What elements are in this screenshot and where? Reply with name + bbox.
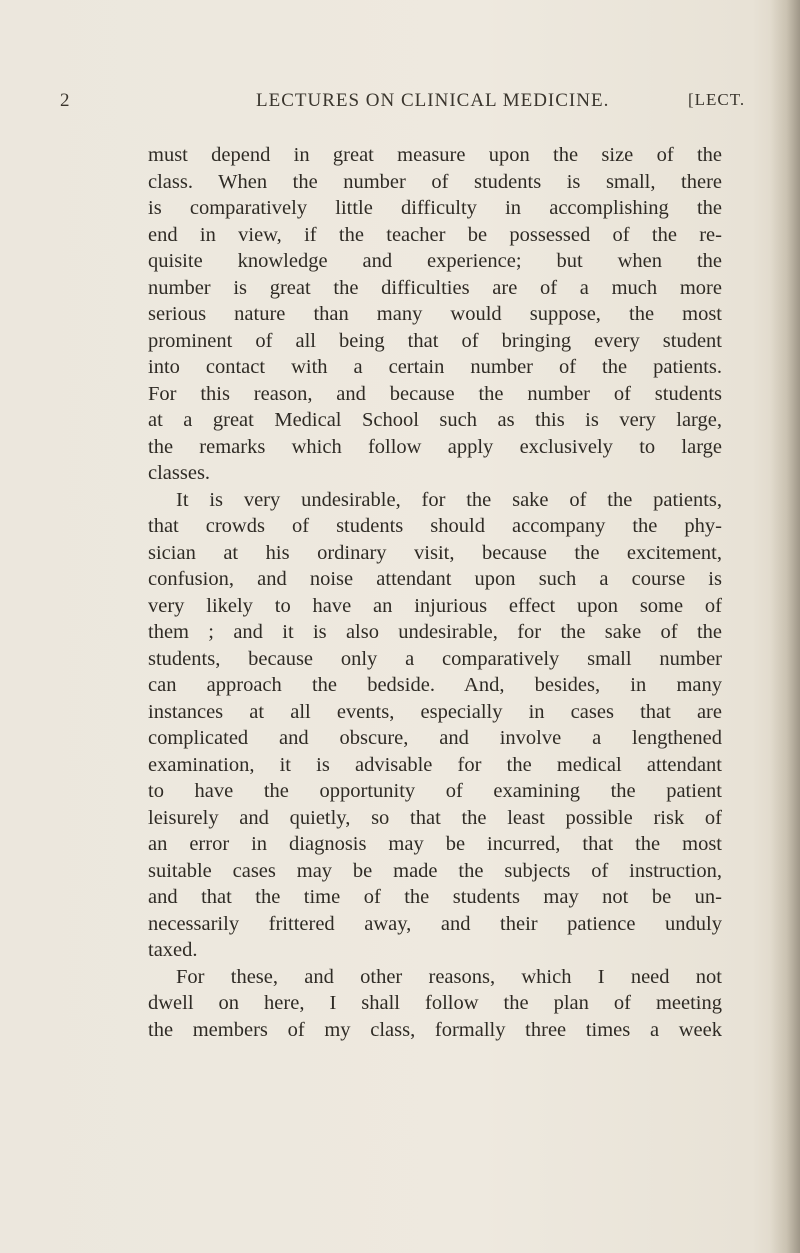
text-line: an error in diagnosis may be incurred, that the most <box>148 833 722 855</box>
text-line: complicated and obscure, and involve a lengthened <box>148 727 722 749</box>
text-line: the members of my class, formally three times a week <box>148 1018 722 1041</box>
text-line: at a great Medical School such as this is very large, <box>148 409 722 431</box>
text-line: taxed. <box>148 939 198 961</box>
text-line: It is very undesirable, for the sake of the patients, <box>176 488 722 511</box>
text-line: the remarks which follow apply exclusively to large <box>148 435 722 458</box>
text-line: For these, and other reasons, which I need not <box>176 965 722 988</box>
text-line: leisurely and quietly, so that the least possible risk of <box>148 806 722 829</box>
text-line: and that the time of the students may not be un- <box>148 886 722 908</box>
body-text <box>148 142 722 1043</box>
text-line: can approach the bedside. And, besides, in many <box>148 674 722 696</box>
section-mark: [LECT. <box>688 90 746 109</box>
text-line: into contact with a certain number of the patients. <box>148 356 722 378</box>
running-header <box>60 90 746 120</box>
text-line: to have the opportunity of examining the patient <box>148 780 722 802</box>
text-line: instances at all events, especially in cases that are <box>148 700 722 723</box>
page-number: 2 <box>60 90 71 111</box>
text-line: classes. <box>148 462 211 484</box>
text-line: serious nature than many would suppose, the most <box>148 303 722 325</box>
text-line: prominent of all being that of bringing every student <box>148 329 722 352</box>
text-line: For this reason, and because the number of students <box>148 382 722 405</box>
text-line: confusion, and noise attendant upon such a course is <box>148 568 722 590</box>
text-line: end in view, if the teacher be possessed of the re- <box>148 223 722 246</box>
text-line: that crowds of students should accompany the phy- <box>148 515 722 537</box>
text-line: must depend in great measure upon the size of the <box>148 144 722 166</box>
text-line: students, because only a comparatively small number <box>148 647 722 670</box>
text-line: dwell on here, I shall follow the plan of meeting <box>148 992 722 1014</box>
text-line: necessarily frittered away, and their patience unduly <box>148 912 722 935</box>
text-line: sician at his ordinary visit, because the excitement, <box>148 541 722 564</box>
running-title: LECTURES ON CLINICAL MEDICINE. <box>256 90 610 111</box>
text-line: number is great the difficulties are of a much more <box>148 276 722 299</box>
text-line: examination, it is advisable for the medical attendant <box>148 753 722 776</box>
text-line: them ; and it is also undesirable, for the sake of the <box>148 621 722 643</box>
text-line: quisite knowledge and experience; but when the <box>148 250 722 272</box>
text-line: is comparatively little difficulty in accomplishing the <box>148 197 722 219</box>
text-line: suitable cases may be made the subjects of instruction, <box>148 859 722 882</box>
text-line: very likely to have an injurious effect upon some of <box>148 594 722 617</box>
text-line: class. When the number of students is small, there <box>148 170 722 193</box>
binding-gutter <box>770 0 800 1253</box>
